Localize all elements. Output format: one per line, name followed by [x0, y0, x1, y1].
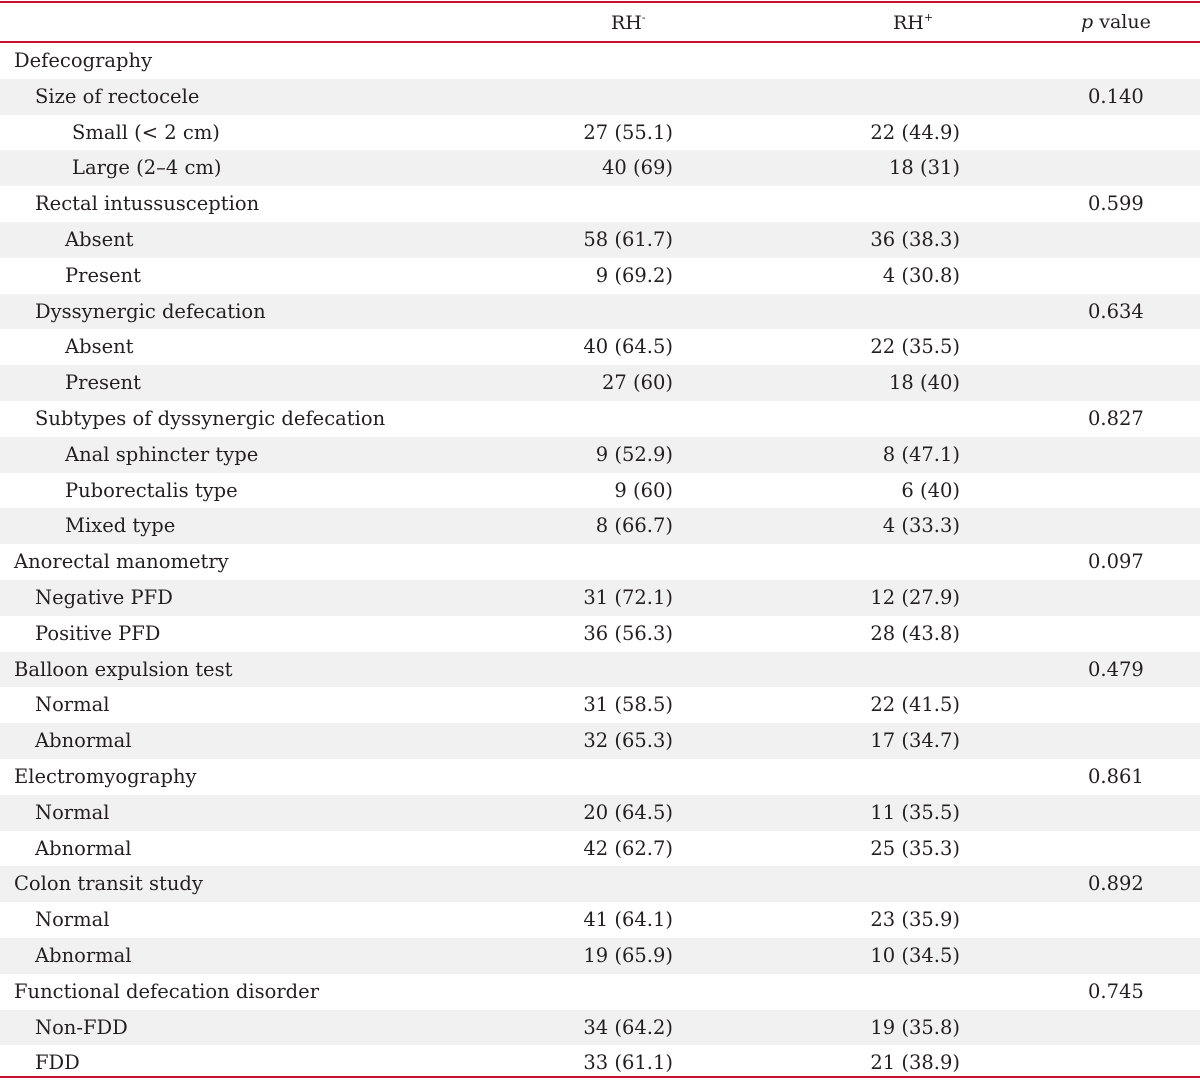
- header-rh-negative: RH-: [611, 11, 646, 34]
- p-value: 0.827: [1088, 406, 1144, 430]
- p-value: 0.097: [1088, 550, 1144, 574]
- table-row: [0, 222, 1200, 258]
- row-label: Mixed type: [65, 514, 176, 538]
- rh-positive-value: 28 (43.8): [870, 621, 960, 645]
- row-label: Puborectalis type: [65, 478, 238, 502]
- row-label: Present: [65, 263, 141, 287]
- table-row: [0, 186, 1200, 222]
- row-label: Positive PFD: [35, 621, 161, 645]
- rh-negative-value: 33 (61.1): [583, 1051, 673, 1075]
- row-label: Balloon expulsion test: [14, 657, 233, 681]
- row-label: Normal: [35, 800, 110, 824]
- row-label: Abnormal: [35, 836, 132, 860]
- row-label: Abnormal: [35, 729, 132, 753]
- row-label: Dyssynergic defecation: [35, 299, 266, 323]
- row-label: Non-FDD: [35, 1015, 128, 1039]
- table-row: [0, 687, 1200, 723]
- table-row: [0, 365, 1200, 401]
- table-row: [0, 79, 1200, 115]
- rh-negative-value: 34 (64.2): [583, 1015, 673, 1039]
- header-rh-positive: RH+: [893, 11, 934, 34]
- rh-negative-value: 20 (64.5): [583, 800, 673, 824]
- row-label: Defecography: [14, 49, 153, 72]
- table-row: [0, 258, 1200, 294]
- rh-negative-value: 41 (64.1): [583, 908, 673, 932]
- rh-positive-value: 36 (38.3): [870, 227, 960, 251]
- rh-negative-value: 27 (55.1): [583, 120, 673, 144]
- rh-positive-value: 22 (44.9): [870, 120, 960, 144]
- row-label: Small (< 2 cm): [72, 120, 220, 144]
- table-row: [0, 938, 1200, 974]
- table-row: [0, 652, 1200, 688]
- rh-negative-value: 58 (61.7): [583, 227, 673, 251]
- row-label: Normal: [35, 693, 110, 717]
- rh-positive-value: 17 (34.7): [870, 729, 960, 753]
- rh-positive-value: 18 (31): [888, 156, 960, 180]
- p-value: 0.861: [1088, 764, 1144, 788]
- table-row: [0, 831, 1200, 867]
- row-label: Present: [65, 371, 141, 395]
- p-value: 0.479: [1088, 657, 1144, 681]
- rh-positive-value: 23 (35.9): [870, 908, 960, 932]
- rh-negative-value: 9 (69.2): [595, 263, 673, 287]
- table-row: [0, 150, 1200, 186]
- rh-negative-value: 31 (72.1): [583, 585, 673, 609]
- rh-positive-value: 10 (34.5): [870, 943, 960, 967]
- row-label: Size of rectocele: [35, 84, 200, 108]
- row-label: Subtypes of dyssynergic defecation: [35, 406, 386, 430]
- rh-positive-value: 19 (35.8): [870, 1015, 960, 1039]
- table-row: [0, 723, 1200, 759]
- rh-negative-value: 32 (65.3): [583, 729, 673, 753]
- rh-negative-value: 40 (64.5): [583, 335, 673, 359]
- p-value: 0.140: [1088, 84, 1144, 108]
- rh-positive-value: 4 (33.3): [882, 514, 960, 538]
- header-p-value: p value: [1081, 11, 1151, 33]
- rh-negative-value: 9 (60): [614, 478, 673, 502]
- rh-positive-value: 12 (27.9): [870, 585, 960, 609]
- table-row: [0, 508, 1200, 544]
- rh-negative-value: 40 (69): [601, 156, 673, 180]
- p-value: 0.634: [1088, 299, 1144, 323]
- rh-positive-value: 8 (47.1): [882, 442, 960, 466]
- row-label: Absent: [65, 335, 134, 359]
- table-row: [0, 1010, 1200, 1046]
- row-label: Large (2–4 cm): [72, 156, 222, 180]
- rh-positive-value: 6 (40): [901, 478, 960, 502]
- rh-positive-value: 25 (35.3): [870, 836, 960, 860]
- rh-negative-value: 9 (52.9): [595, 442, 673, 466]
- rh-negative-value: 42 (62.7): [583, 836, 673, 860]
- row-label: Anorectal manometry: [14, 550, 229, 574]
- table-row: [0, 294, 1200, 330]
- table-row: [0, 616, 1200, 652]
- rh-negative-value: 36 (56.3): [583, 621, 673, 645]
- row-label: Electromyography: [14, 764, 197, 788]
- rh-positive-value: 18 (40): [888, 371, 960, 395]
- table-header: [0, 3, 1200, 41]
- row-label: Absent: [65, 227, 134, 251]
- table-row: [0, 473, 1200, 509]
- table-row: [0, 795, 1200, 831]
- rh-positive-value: 11 (35.5): [870, 800, 960, 824]
- rh-positive-value: 4 (30.8): [882, 263, 960, 287]
- rh-negative-value: 8 (66.7): [595, 514, 673, 538]
- table-row: [0, 974, 1200, 1010]
- rh-negative-value: 27 (60): [601, 371, 673, 395]
- table-row: [0, 437, 1200, 473]
- p-value: 0.599: [1088, 192, 1144, 216]
- rh-negative-value: 31 (58.5): [583, 693, 673, 717]
- table-row: [0, 544, 1200, 580]
- rh-positive-value: 21 (38.9): [870, 1051, 960, 1075]
- bottom-rule: [0, 1076, 1200, 1078]
- rh-negative-value: 19 (65.9): [583, 943, 673, 967]
- table-row: [0, 43, 1200, 79]
- row-label: Negative PFD: [35, 585, 173, 609]
- row-label: Rectal intussusception: [35, 192, 260, 216]
- p-value: 0.745: [1088, 979, 1144, 1003]
- rh-positive-value: 22 (41.5): [870, 693, 960, 717]
- row-label: FDD: [35, 1051, 80, 1075]
- table-row: [0, 115, 1200, 151]
- rh-positive-value: 22 (35.5): [870, 335, 960, 359]
- p-value: 0.892: [1088, 872, 1144, 896]
- table-row: [0, 401, 1200, 437]
- table-row: [0, 580, 1200, 616]
- table-row: [0, 329, 1200, 365]
- row-label: Anal sphincter type: [65, 442, 259, 466]
- row-label: Colon transit study: [14, 872, 203, 896]
- table-row: [0, 902, 1200, 938]
- table-row: [0, 866, 1200, 902]
- row-label: Functional defecation disorder: [14, 979, 320, 1003]
- table-body: [0, 43, 1200, 1081]
- row-label: Normal: [35, 908, 110, 932]
- table-row: [0, 759, 1200, 795]
- row-label: Abnormal: [35, 943, 132, 967]
